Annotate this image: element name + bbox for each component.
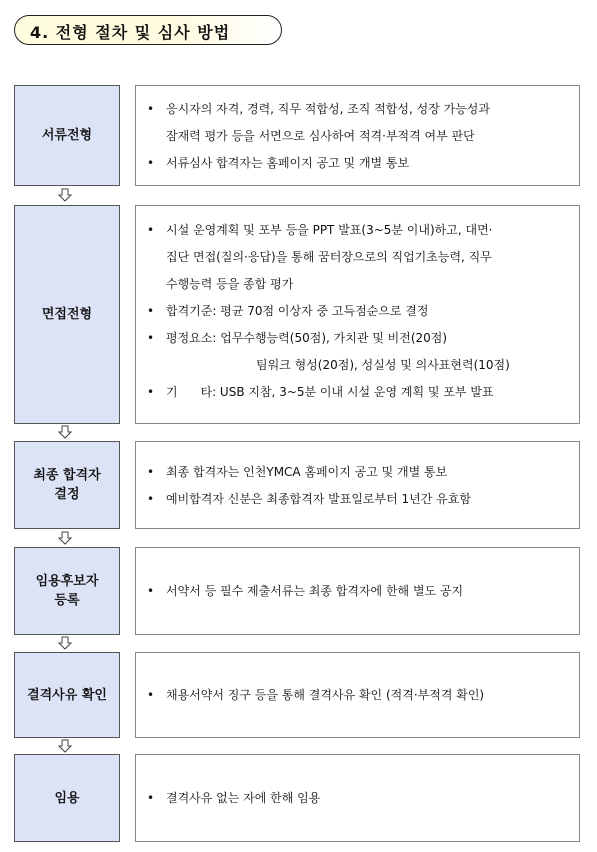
- step-label-line: 결정: [54, 487, 80, 502]
- step-label: [14, 754, 120, 842]
- step-content: [135, 652, 580, 738]
- bullet-icon: •: [147, 304, 155, 318]
- down-arrow-icon: [58, 425, 72, 439]
- content-line: 수행능력 등을 종합 평가: [166, 277, 294, 291]
- bullet-icon: •: [147, 791, 155, 805]
- down-arrow-icon: [58, 739, 72, 753]
- step-final-selection: [14, 441, 580, 529]
- bullet-icon: •: [147, 223, 155, 237]
- step-label: [14, 85, 120, 186]
- section-title: 4. 전형 절차 및 심사 방법: [30, 23, 231, 42]
- step-label-line: 면접전형: [41, 307, 93, 322]
- content-line: 잠재력 평가 등을 서면으로 심사하여 적격·부적격 여부 판단: [166, 129, 475, 143]
- step-label-line: 서류전형: [41, 128, 93, 143]
- content-line: • 최종 합격자는 인천YMCA 홈페이지 공고 및 개별 통보: [144, 459, 571, 486]
- content-line: • 서류심사 합격자는 홈페이지 공고 및 개별 통보: [144, 150, 571, 177]
- down-arrow-icon: [58, 636, 72, 650]
- step-label-line: 임용: [54, 790, 80, 806]
- content-line: • 채용서약서 징구 등을 통해 결격사유 확인 (적격·부적격 확인): [144, 682, 571, 709]
- bullet-icon: •: [147, 465, 155, 479]
- content-line: • 시설 운영계획 및 포부 등을 PPT 발표(3~5분 이내)하고, 대면·: [144, 217, 571, 244]
- step-label-line: 결격사유 확인: [27, 687, 107, 703]
- step-label: [14, 441, 120, 529]
- bullet-icon: •: [147, 156, 155, 170]
- step-content: [135, 85, 580, 186]
- step-content: [135, 441, 580, 529]
- step-interview: [14, 205, 580, 424]
- content-line: • 예비합격자 신분은 최종합격자 발표일로부터 1년간 유효함: [144, 486, 571, 513]
- step-label: [14, 547, 120, 635]
- content-line: • 응시자의 자격, 경력, 직무 적합성, 조직 적합성, 성장 가능성과: [144, 96, 571, 123]
- step-content: [135, 547, 580, 635]
- down-arrow-icon: [58, 188, 72, 202]
- bullet-icon: •: [147, 385, 155, 399]
- bullet-icon: •: [147, 331, 155, 345]
- content-line: • 결격사유 없는 자에 한해 임용: [144, 785, 571, 812]
- step-content: [135, 205, 580, 424]
- content-line: • 기 타: USB 지참, 3~5분 이내 시설 운영 계획 및 포부 발표: [144, 379, 571, 406]
- content-line: 집단 면접(질의·응답)을 통해 꿈터장으로의 직업기초능력, 직무: [166, 250, 492, 264]
- step-content: [135, 754, 580, 842]
- bullet-icon: •: [147, 492, 155, 506]
- step-label: [14, 205, 120, 424]
- step-candidate-registration: [14, 547, 580, 635]
- bullet-icon: •: [147, 584, 155, 598]
- bullet-icon: •: [147, 688, 155, 702]
- content-line: • 합격기준: 평균 70점 이상자 중 고득점순으로 결정: [144, 298, 571, 325]
- step-disqualification-check: [14, 652, 580, 738]
- step-label-line: 등록: [54, 593, 80, 608]
- content-line: • 평정요소: 업무수행능력(50점), 가치관 및 비전(20점): [144, 325, 571, 352]
- step-document-screening: [14, 85, 580, 186]
- step-label-line: 임용후보자: [35, 574, 99, 589]
- step-appointment: [14, 754, 580, 842]
- down-arrow-icon: [58, 531, 72, 545]
- content-line: 팀워크 형성(20점), 성실성 및 의사표현력(10점): [256, 358, 510, 372]
- section-title-box: [14, 15, 282, 45]
- step-label: [14, 652, 120, 738]
- step-label-line: 최종 합격자: [33, 468, 101, 483]
- bullet-icon: •: [147, 102, 155, 116]
- content-line: • 서약서 등 필수 제출서류는 최종 합격자에 한해 별도 공지: [144, 578, 571, 605]
